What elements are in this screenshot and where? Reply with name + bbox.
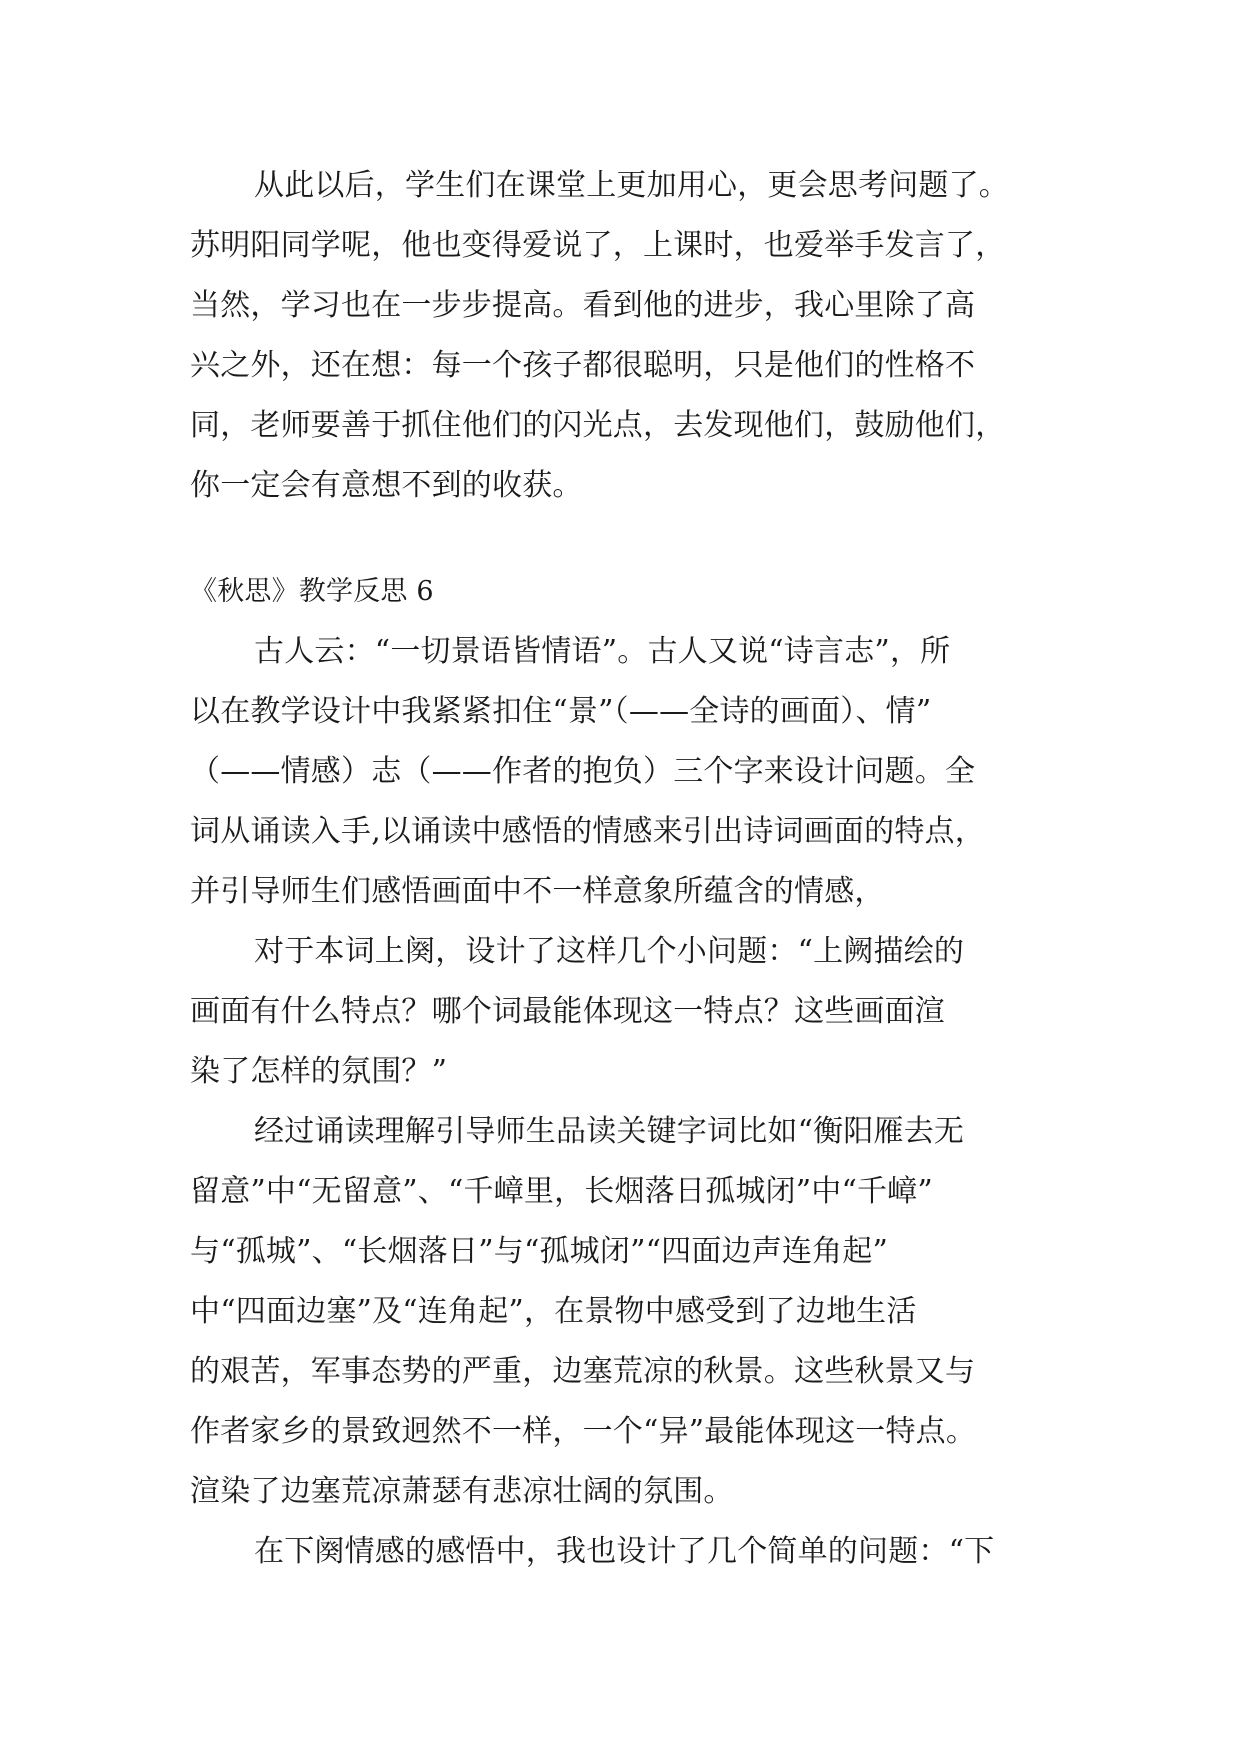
text-line: 留意”中“无留意”、“千嶂里，长烟落日孤城闭”中“千嶂”: [190, 1174, 933, 1209]
text-line: 在下阕情感的感悟中，我也设计了几个简单的问题：“下: [254, 1534, 995, 1569]
text-line: 同，老师要善于抓住他们的闪光点，去发现他们，鼓励他们，: [190, 408, 1006, 443]
text-line: 你一定会有意想不到的收获。: [190, 468, 583, 503]
paragraph-block-2: [190, 562, 1070, 1582]
text-line: 经过诵读理解引导师生品读关键字词比如“衡阳雁去无: [254, 1114, 965, 1149]
text-line: 渲染了边塞荒凉萧瑟有悲凉壮阔的氛围。: [190, 1474, 734, 1509]
section-heading: 《秋思》教学反思 6: [190, 576, 434, 607]
text-line: 词从诵读入手,以诵读中感悟的情感来引出诗词画面的特点，: [190, 814, 985, 849]
text-line: 对于本词上阕，设计了这样几个小问题：“上阙描绘的: [254, 934, 965, 969]
text-line: 古人云：“一切景语皆情语”。古人又说“诗言志”，所: [254, 634, 951, 669]
text-line: 画面有什么特点？哪个词最能体现这一特点？这些画面渲: [190, 994, 945, 1029]
text-line: 的艰苦，军事态势的严重，边塞荒凉的秋景。这些秋景又与: [190, 1354, 976, 1389]
text-line: 作者家乡的景致迥然不一样，一个“异”最能体现这一特点。: [190, 1414, 977, 1449]
paragraph-block-1: [190, 156, 1070, 516]
text-line: 以在教学设计中我紧紧扣住“景”（——全诗的画面）、情”: [190, 694, 932, 729]
text-line: 与“孤城”、“长烟落日”与“孤城闭”“四面边声连角起”: [190, 1234, 889, 1269]
text-line: 并引导师生们感悟画面中不一样意象所蕴含的情感，: [190, 874, 885, 909]
text-line: 从此以后，学生们在课堂上更加用心，更会思考问题了。: [254, 168, 1009, 203]
text-line: 苏明阳同学呢，他也变得爱说了，上课时，也爱举手发言了，: [190, 228, 1006, 263]
text-line: 染了怎样的氛围？”: [190, 1054, 448, 1089]
text-line: 兴之外，还在想：每一个孩子都很聪明，只是他们的性格不: [190, 348, 976, 383]
text-line: 中“四面边塞”及“连角起”，在景物中感受到了边地生活: [190, 1294, 917, 1329]
text-line: 当然，学习也在一步步提高。看到他的进步，我心里除了高: [190, 288, 976, 323]
text-line: （——情感）志（——作者的抱负）三个字来设计问题。全: [190, 754, 976, 789]
